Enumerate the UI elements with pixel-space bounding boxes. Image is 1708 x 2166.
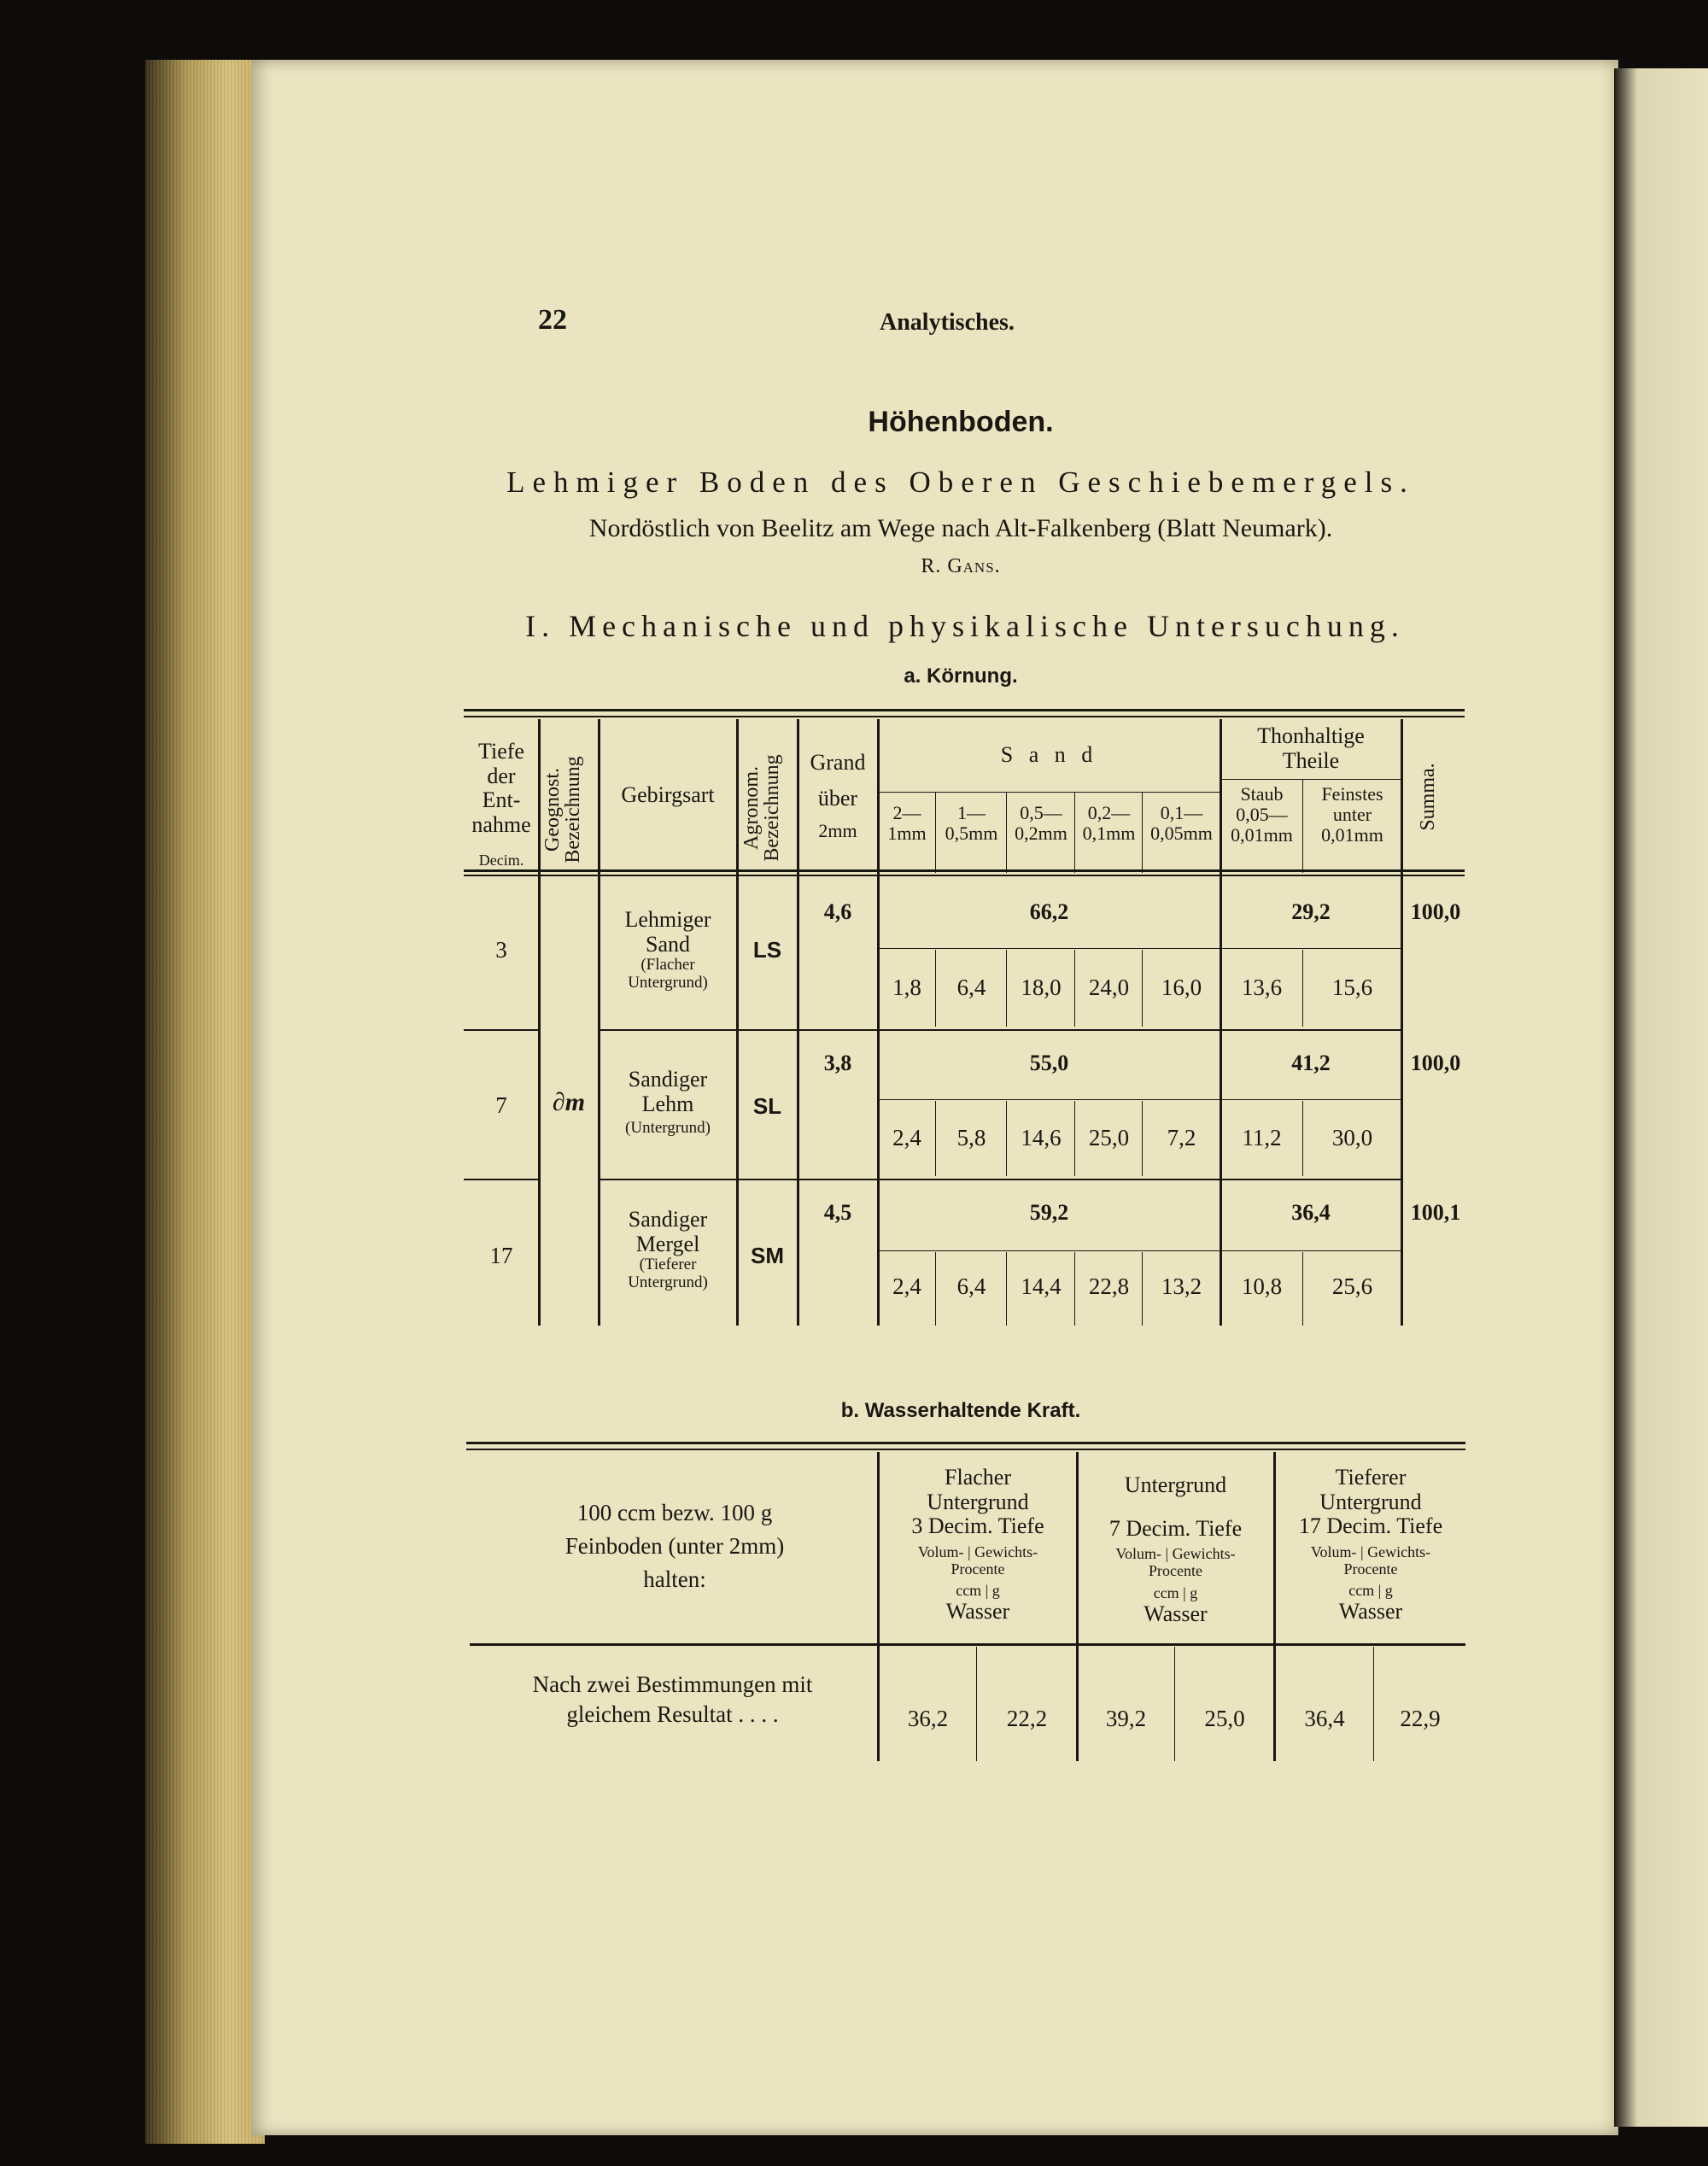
sub-col-rule bbox=[935, 792, 936, 873]
header-sand-2-1 bbox=[879, 803, 935, 844]
header-gebirgsart: Gebirgsart bbox=[621, 782, 715, 807]
running-head: Analytisches. bbox=[880, 309, 1015, 336]
cell-thon: 13,6 bbox=[1241, 975, 1283, 1000]
page-number: 22 bbox=[538, 304, 567, 336]
col-wasser: Wasser bbox=[1338, 1599, 1403, 1624]
sand-sub-line: 0,1mm bbox=[1082, 822, 1136, 845]
col-header-spacer bbox=[1078, 1498, 1273, 1517]
sub-col-rule bbox=[1006, 792, 1007, 873]
col-sub-line: Volum- | Gewichts- bbox=[1310, 1543, 1431, 1560]
sub-col-rule bbox=[976, 1647, 977, 1761]
facing-page-edge bbox=[1614, 68, 1708, 2127]
main-title: Höhenboden. bbox=[868, 406, 1054, 438]
col-header-untergrund bbox=[1078, 1473, 1273, 1626]
gebirgsart-line: Lehmiger bbox=[624, 907, 711, 932]
header-tiefe-line: nahme bbox=[471, 811, 531, 837]
sand-sub-line: 1— bbox=[957, 802, 986, 823]
location-line: Nordöstlich von Beelitz am Wege nach Alt-Falkenberg (Blatt Neumark). bbox=[588, 514, 1333, 542]
cell-tiefe: 3 bbox=[495, 937, 507, 963]
header-tiefe bbox=[465, 740, 537, 837]
header-geognost-line: Bezeichnung bbox=[562, 756, 584, 863]
row-header-line: halten: bbox=[643, 1566, 706, 1593]
cell-sand: 25,0 bbox=[1088, 1125, 1130, 1150]
sub-col-rule bbox=[1074, 1252, 1075, 1326]
sub-col-rule bbox=[935, 1101, 936, 1176]
table-a-header-rule-2 bbox=[464, 875, 1465, 876]
header-tiefe-unit: Decim. bbox=[478, 852, 524, 869]
thon-sub-line: 0,05— bbox=[1236, 804, 1288, 826]
row-label bbox=[474, 1670, 871, 1730]
cell-agronom: SL bbox=[752, 1093, 782, 1119]
sub-col-rule bbox=[1174, 1647, 1175, 1761]
cell-value: 22,2 bbox=[1006, 1706, 1048, 1731]
sand-sub-line: 2— bbox=[892, 802, 921, 823]
sub-col-rule bbox=[1006, 1252, 1007, 1326]
header-summa: Summa. bbox=[1417, 763, 1439, 831]
sub-col-rule bbox=[1006, 950, 1007, 1027]
sub-col-rule bbox=[1006, 1101, 1007, 1176]
col-wasser: Wasser bbox=[945, 1599, 1010, 1624]
col-header-line: Flacher bbox=[945, 1465, 1011, 1490]
col-rule bbox=[1401, 719, 1403, 1326]
gebirgsart-note: Untergrund) bbox=[628, 974, 708, 992]
header-tiefe-line: Tiefe bbox=[478, 739, 524, 764]
cell-sand: 13,2 bbox=[1161, 1273, 1202, 1299]
cell-sand-total: 55,0 bbox=[1029, 1051, 1069, 1075]
table-b-top-rule bbox=[466, 1442, 1465, 1444]
cell-gebirgsart bbox=[600, 1068, 736, 1138]
header-tiefe-line: Ent- bbox=[482, 787, 521, 813]
header-sand: S a n d bbox=[1000, 742, 1098, 767]
col-header-line: Untergrund bbox=[1319, 1489, 1422, 1514]
col-header-line: 17 Decim. Tiefe bbox=[1298, 1513, 1443, 1539]
cell-thon: 30,0 bbox=[1331, 1125, 1373, 1150]
sub-col-rule bbox=[1302, 950, 1303, 1027]
subtotal-rule bbox=[879, 1250, 1220, 1251]
sand-sub-line: 0,1— bbox=[1160, 802, 1203, 823]
header-geognost-line: Geognost. bbox=[541, 768, 564, 852]
cell-sand: 18,0 bbox=[1021, 975, 1062, 1000]
cell-value: 36,2 bbox=[907, 1706, 949, 1731]
cell-sand: 2,4 bbox=[892, 1125, 921, 1150]
sub-col-rule bbox=[1142, 1101, 1143, 1176]
sub-col-rule bbox=[1142, 950, 1143, 1027]
cell-sand: 6,4 bbox=[956, 1273, 986, 1299]
cell-sand: 24,0 bbox=[1088, 975, 1130, 1000]
cell-agronom: LS bbox=[752, 937, 782, 963]
header-agronom bbox=[741, 731, 793, 885]
subtotal-rule bbox=[1221, 1099, 1401, 1100]
sub-col-rule bbox=[1373, 1647, 1374, 1761]
header-feinstes bbox=[1304, 784, 1401, 846]
cell-sand: 7,2 bbox=[1167, 1125, 1196, 1150]
sand-sub-line: 0,5mm bbox=[945, 822, 998, 845]
gebirgsart-note: Untergrund) bbox=[628, 1273, 708, 1292]
cell-sand: 16,0 bbox=[1161, 975, 1202, 1000]
row-label-line: Nach zwei Bestimmungen mit bbox=[532, 1671, 813, 1697]
header-thon bbox=[1221, 724, 1401, 773]
col-sub-line: Volum- | Gewichts- bbox=[1115, 1545, 1236, 1563]
col-sub-line: Volum- | Gewichts- bbox=[917, 1543, 1038, 1560]
row-rule bbox=[464, 1179, 539, 1180]
gebirgsart-line: Sandiger bbox=[628, 1207, 708, 1232]
thon-sub-line: Staub bbox=[1240, 783, 1284, 805]
subtotal-rule bbox=[1221, 948, 1401, 949]
cell-value: 36,4 bbox=[1304, 1706, 1345, 1731]
sand-sub-line: 0,2mm bbox=[1015, 822, 1068, 845]
cell-gebirgsart bbox=[600, 908, 736, 992]
thon-sub-line: 0,01mm bbox=[1231, 824, 1293, 846]
subtotal-rule bbox=[879, 948, 1220, 949]
table-b-title: b. Wasserhaltende Kraft. bbox=[840, 1399, 1081, 1422]
gebirgsart-line: Sandiger bbox=[628, 1067, 708, 1092]
cell-grand: 3,8 bbox=[823, 1051, 852, 1075]
sub-col-rule bbox=[1074, 950, 1075, 1027]
header-agronom-line: Agronom. bbox=[740, 766, 763, 850]
sand-sub-rule bbox=[877, 792, 1220, 793]
gebirgsart-line: Mergel bbox=[635, 1231, 700, 1256]
header-grand-line: Grand bbox=[810, 750, 866, 775]
cell-tiefe: 7 bbox=[495, 1092, 507, 1118]
col-sub-line: Procente bbox=[1149, 1561, 1202, 1579]
gebirgsart-line: Sand bbox=[646, 931, 690, 957]
geognost-symbol: ∂m bbox=[552, 1088, 586, 1116]
sand-sub-line: 0,5— bbox=[1020, 802, 1062, 823]
table-b-header-rule bbox=[470, 1643, 1465, 1646]
header-grand bbox=[798, 745, 877, 846]
header-thon-line: Theile bbox=[1282, 747, 1340, 773]
col-wasser: Wasser bbox=[1144, 1601, 1208, 1626]
sub-col-rule bbox=[935, 950, 936, 1027]
col-header-line: Tieferer bbox=[1335, 1465, 1407, 1490]
cell-thon: 10,8 bbox=[1241, 1273, 1283, 1299]
col-header-line: 3 Decim. Tiefe bbox=[911, 1513, 1044, 1539]
header-staub bbox=[1221, 784, 1302, 846]
cell-sand-total: 66,2 bbox=[1029, 899, 1069, 924]
header-grand-line: über bbox=[817, 785, 858, 811]
row-rule bbox=[598, 1179, 1401, 1180]
row-header-line: 100 ccm bezw. 100 g bbox=[576, 1500, 773, 1525]
cell-thon-total: 41,2 bbox=[1291, 1051, 1331, 1075]
cell-value: 22,9 bbox=[1400, 1706, 1441, 1731]
sand-sub-line: 0,05mm bbox=[1150, 822, 1213, 845]
header-thon-line: Thonhaltige bbox=[1257, 723, 1365, 748]
col-rule bbox=[538, 719, 541, 1326]
sub-col-rule bbox=[1302, 779, 1303, 873]
thon-sub-line: Feinstes bbox=[1321, 783, 1383, 805]
sub-col-rule bbox=[1302, 1252, 1303, 1326]
cell-sand: 14,6 bbox=[1021, 1125, 1062, 1150]
cell-sand-total: 59,2 bbox=[1029, 1200, 1069, 1225]
table-a-header-rule bbox=[464, 869, 1465, 872]
row-label-line: gleichem Resultat . . . . bbox=[566, 1701, 779, 1728]
col-sub-line: ccm | g bbox=[1153, 1584, 1198, 1601]
col-sub-line: ccm | g bbox=[1348, 1582, 1393, 1600]
col-header-tieferer bbox=[1276, 1466, 1465, 1624]
row-rule bbox=[598, 1029, 1401, 1031]
cell-sand: 1,8 bbox=[892, 975, 921, 1000]
cell-grand: 4,5 bbox=[823, 1200, 852, 1225]
table-b-top-rule-2 bbox=[466, 1449, 1465, 1450]
thon-sub-rule bbox=[1220, 779, 1401, 780]
cell-thon-total: 29,2 bbox=[1291, 899, 1331, 924]
cell-sand: 6,4 bbox=[956, 975, 986, 1000]
col-header-line: Untergrund bbox=[927, 1489, 1029, 1514]
cell-grand: 4,6 bbox=[823, 899, 852, 924]
header-sand-05-02 bbox=[1008, 803, 1074, 844]
subtitle: Lehmiger Boden des Oberen Geschiebemergels. bbox=[506, 465, 1415, 499]
cell-summa: 100,1 bbox=[1410, 1200, 1461, 1225]
gebirgsart-note: (Tieferer bbox=[639, 1256, 697, 1274]
col-header-line: Untergrund bbox=[1124, 1472, 1227, 1497]
cell-agronom: SM bbox=[751, 1243, 784, 1268]
sub-col-rule bbox=[1302, 1101, 1303, 1176]
header-sand-01-005 bbox=[1144, 803, 1220, 844]
col-header-flacher bbox=[880, 1466, 1076, 1624]
col-header-line: 7 Decim. Tiefe bbox=[1108, 1515, 1243, 1541]
author-line: R. Gans. bbox=[921, 555, 1001, 577]
row-header-line: Feinboden (unter 2mm) bbox=[564, 1533, 785, 1560]
thon-sub-line: unter bbox=[1332, 804, 1372, 826]
col-sub-line: Procente bbox=[1343, 1560, 1398, 1578]
table-a-top-rule bbox=[464, 709, 1465, 711]
sub-col-rule bbox=[1074, 1101, 1075, 1176]
sand-sub-line: 1mm bbox=[887, 822, 927, 845]
gebirgsart-line: Lehm bbox=[641, 1091, 694, 1116]
row-rule bbox=[464, 1029, 539, 1031]
header-geognost bbox=[542, 733, 594, 887]
cell-gebirgsart bbox=[600, 1208, 736, 1292]
gebirgsart-note: (Untergrund) bbox=[625, 1119, 711, 1138]
cell-thon: 25,6 bbox=[1331, 1273, 1373, 1299]
cell-thon-total: 36,4 bbox=[1291, 1200, 1331, 1225]
sub-col-rule bbox=[1142, 792, 1143, 873]
book-page-edges bbox=[145, 60, 265, 2144]
book-page bbox=[252, 60, 1618, 2135]
header-tiefe-line: der bbox=[487, 763, 516, 788]
section-title: I. Mechanische und physikalische Untersuchung. bbox=[525, 609, 1405, 643]
cell-sand: 22,8 bbox=[1088, 1273, 1130, 1299]
subtotal-rule bbox=[879, 1099, 1220, 1100]
cell-sand: 5,8 bbox=[956, 1125, 986, 1150]
col-rule bbox=[736, 719, 739, 1326]
col-sub-line: Procente bbox=[951, 1560, 1005, 1578]
row-header bbox=[478, 1496, 871, 1596]
header-agronom-line: Bezeichnung bbox=[761, 754, 783, 862]
table-a-title: a. Körnung. bbox=[904, 664, 1018, 688]
sand-sub-line: 0,2— bbox=[1087, 802, 1131, 823]
cell-summa: 100,0 bbox=[1410, 1051, 1461, 1075]
subtotal-rule bbox=[1221, 1250, 1401, 1251]
cell-summa: 100,0 bbox=[1410, 899, 1461, 924]
header-sand-02-01 bbox=[1076, 803, 1142, 844]
cell-value: 25,0 bbox=[1204, 1706, 1245, 1731]
sub-col-rule bbox=[1142, 1252, 1143, 1326]
header-sand-1-05 bbox=[937, 803, 1006, 844]
cell-tiefe: 17 bbox=[489, 1243, 513, 1268]
col-sub-line: ccm | g bbox=[956, 1582, 1000, 1600]
gebirgsart-note: (Flacher bbox=[640, 956, 695, 975]
cell-thon: 11,2 bbox=[1242, 1125, 1282, 1150]
sub-col-rule bbox=[935, 1252, 936, 1326]
cell-sand: 2,4 bbox=[892, 1273, 921, 1299]
cell-value: 39,2 bbox=[1105, 1706, 1147, 1731]
cell-sand: 14,4 bbox=[1021, 1273, 1062, 1299]
thon-sub-line: 0,01mm bbox=[1321, 824, 1383, 846]
cell-thon: 15,6 bbox=[1331, 975, 1373, 1000]
sub-col-rule bbox=[1074, 792, 1075, 873]
table-a-top-rule-2 bbox=[464, 716, 1465, 717]
header-grand-unit: 2mm bbox=[818, 820, 857, 842]
